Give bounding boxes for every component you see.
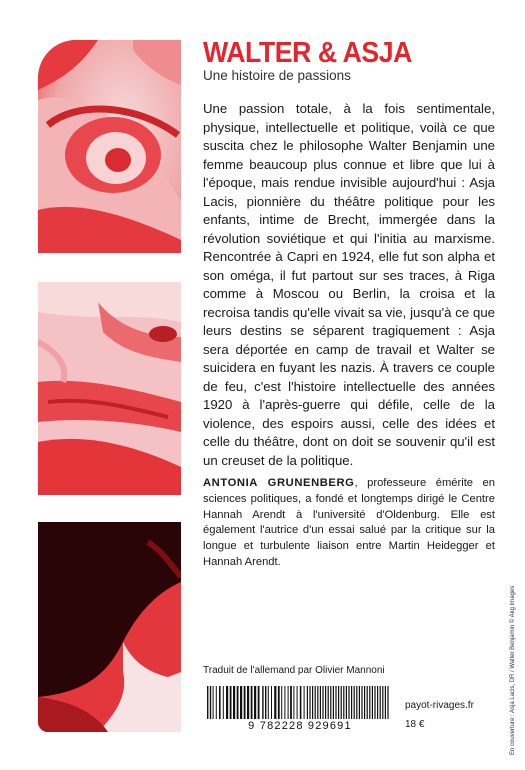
author-name: ANTONIA GRUNENBERG <box>203 477 355 489</box>
isbn-number: 9 782228 929691 <box>203 719 397 733</box>
publisher-url: payot-rivages.fr <box>405 700 474 711</box>
translator-credit: Traduit de l'allemand par Olivier Mannoni <box>203 665 385 676</box>
price: 18 € <box>405 719 425 730</box>
book-title: WALTER & ASJA <box>203 37 412 69</box>
book-subtitle: Une histoire de passions <box>203 68 351 83</box>
author-bio-text: , professeure émérite en sciences politiques, a fondé et longtemps dirigé le Centre Hannah Arendt à l'université d'Oldenburg. Elle est également l'autrice d'un essai salué par la critique sur la longue et turbulente liaison entre Martin Heidegger et Hannah Arendt. <box>203 477 495 568</box>
cover-photo-profile <box>38 522 181 732</box>
cover-photo-eye <box>38 40 181 253</box>
cover-photo-mouth <box>38 282 181 495</box>
blurb-text: Une passion totale, à la fois sentimentale, physique, intellectuelle et politique, voilà ce que suscita chez le philosophe Walter Benjamin une femme beaucoup plus connue et libre que lui à l'époque, mais rendue invisible aujourd'hui : Asja Lacis, pionnière du théâtre politique pour les enfants, intime de Brecht, immergée dans la révolution soviétique et qui l'initia au marxisme. Rencontrée à Capri en 1924, elle fut son alpha et son oméga, il fut partout sur ses traces, à Riga comme à Moscou ou Berlin, la croisa et la recroisa tandis qu'elle vivait sa vie, jusqu'à ce que leurs destins se séparent tragiquement : Asja sera déportée en camp de travail et Walter se suicidera en fuyant les nazis. À travers ce couple de feu, c'est l'histoire intellectuelle des années 1920 à l'après-guerre qui défile, celle de la violence, des espoirs aussi, celle des idées et celle du théâtre, dont on doit se souvenir qu'il est un creuset de la politique. <box>203 101 495 468</box>
author-bio <box>203 476 495 571</box>
photo-credit: En couverture : Asja Lacis, DR / Walter Benjamin © Akg Images <box>510 585 516 755</box>
